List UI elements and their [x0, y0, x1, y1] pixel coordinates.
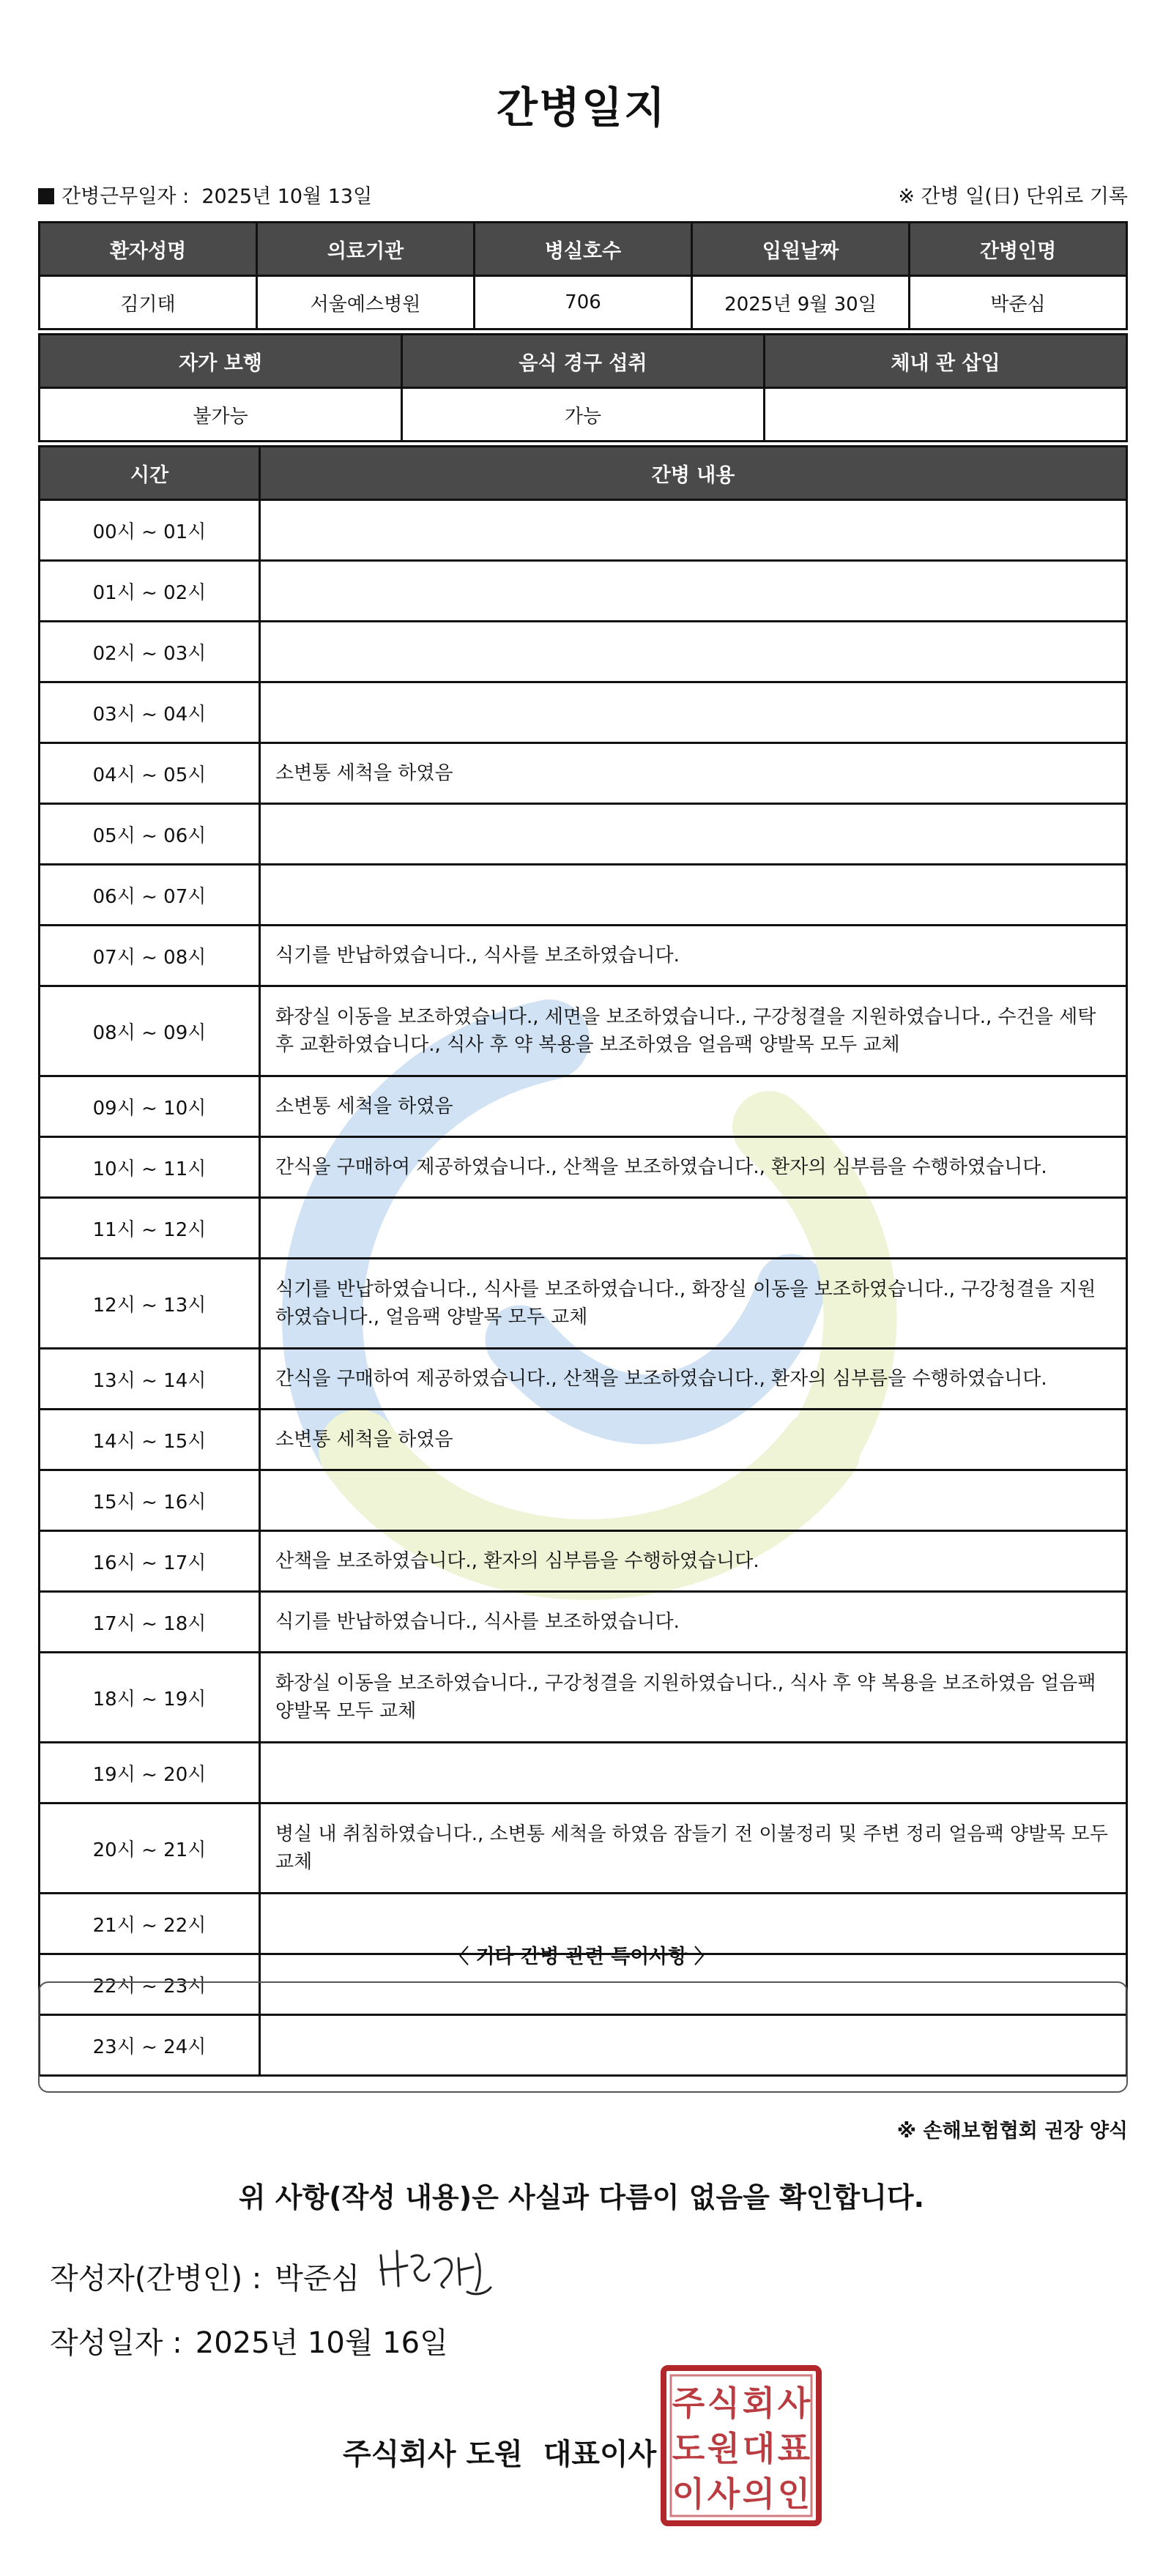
log-time: 16시 ~ 17시	[40, 1531, 260, 1592]
log-row	[40, 743, 1127, 804]
header-tube: 체내 관 삽입	[765, 335, 1127, 388]
log-time: 02시 ~ 03시	[40, 622, 260, 682]
log-row	[40, 926, 1127, 986]
remarks-box	[38, 1981, 1128, 2093]
log-time: 20시 ~ 21시	[40, 1803, 260, 1894]
walking-status: 불가능	[40, 388, 402, 442]
log-row	[40, 1531, 1127, 1592]
log-time: 07시 ~ 08시	[40, 926, 260, 986]
care-log-table	[38, 445, 1128, 2077]
log-time: 06시 ~ 07시	[40, 865, 260, 926]
log-row	[40, 1410, 1127, 1470]
record-unit-note: ※ 간병 일(日) 단위로 기록	[898, 185, 1128, 208]
writer-row	[50, 2255, 360, 2297]
log-content	[260, 682, 1127, 743]
patient-header-row	[40, 223, 1127, 276]
page-title: 간병일지	[496, 83, 667, 133]
work-date-label: 간병근무일자 :	[62, 185, 190, 208]
patient-info-table	[38, 221, 1128, 330]
log-time: 04시 ~ 05시	[40, 743, 260, 804]
log-time: 10시 ~ 11시	[40, 1137, 260, 1198]
log-time: 12시 ~ 13시	[40, 1259, 260, 1349]
header-institution: 의료기관	[257, 223, 475, 276]
log-content	[260, 500, 1127, 561]
tube-status	[765, 388, 1127, 442]
header-time: 시간	[40, 447, 260, 500]
header-walking: 자가 보행	[40, 335, 402, 388]
header-oral-intake: 음식 경구 섭취	[402, 335, 765, 388]
log-time: 21시 ~ 22시	[40, 1894, 260, 1954]
log-content: 소변통 세척을 하였음	[260, 1410, 1127, 1470]
log-content	[260, 865, 1127, 926]
log-time: 08시 ~ 09시	[40, 986, 260, 1076]
log-row	[40, 1743, 1127, 1803]
svg-text:의: 의	[742, 2474, 776, 2514]
log-content: 간식을 구매하여 제공하였습니다., 산책을 보조하였습니다., 환자의 심부름을 수행하였습니다.	[260, 1349, 1127, 1410]
institution: 서울예스병원	[257, 276, 475, 330]
written-date: 2025년 10월 16일	[195, 2326, 448, 2360]
log-row	[40, 1349, 1127, 1410]
status-value-row	[40, 388, 1127, 442]
log-row	[40, 1803, 1127, 1894]
header-care-content: 간병 내용	[260, 447, 1127, 500]
log-time: 19시 ~ 20시	[40, 1743, 260, 1803]
header-patient-name: 환자성명	[40, 223, 257, 276]
patient-value-row	[40, 276, 1127, 330]
svg-text:사: 사	[707, 2474, 740, 2514]
header-admission-date: 입원날짜	[692, 223, 910, 276]
log-content	[260, 622, 1127, 682]
log-row	[40, 682, 1127, 743]
representative-title: 대표이사	[543, 2438, 657, 2471]
log-content: 소변통 세척을 하였음	[260, 743, 1127, 804]
log-content	[260, 804, 1127, 865]
log-row	[40, 1259, 1127, 1349]
log-time: 13시 ~ 14시	[40, 1349, 260, 1410]
company-name: 주식회사 도원	[343, 2438, 523, 2471]
company-seal-stamp	[659, 2364, 823, 2528]
svg-text:인: 인	[777, 2474, 811, 2514]
status-header-row	[40, 335, 1127, 388]
writer-label: 작성자(간병인) :	[50, 2262, 262, 2296]
log-row	[40, 500, 1127, 561]
header-caregiver: 간병인명	[910, 223, 1127, 276]
recommended-form-note: ※ 손해보험협회 권장 양식	[896, 2120, 1128, 2143]
log-time: 09시 ~ 10시	[40, 1076, 260, 1137]
log-row	[40, 1470, 1127, 1531]
log-content: 소변통 세척을 하였음	[260, 1076, 1127, 1137]
log-row	[40, 986, 1127, 1076]
log-content: 식기를 반납하였습니다., 식사를 보조하였습니다.	[260, 1592, 1127, 1653]
log-time: 18시 ~ 19시	[40, 1653, 260, 1743]
caregiver-name: 박준심	[910, 276, 1127, 330]
log-row	[40, 804, 1127, 865]
patient-name: 김기태	[40, 276, 257, 330]
admission-date: 2025년 9월 30일	[692, 276, 910, 330]
log-row	[40, 1592, 1127, 1653]
log-header-row	[40, 447, 1127, 500]
written-date-row	[50, 2320, 448, 2361]
log-content	[260, 1743, 1127, 1803]
log-content	[260, 1470, 1127, 1531]
log-content: 산책을 보조하였습니다., 환자의 심부름을 수행하였습니다.	[260, 1531, 1127, 1592]
log-time: 05시 ~ 06시	[40, 804, 260, 865]
log-row	[40, 561, 1127, 622]
log-time: 03시 ~ 04시	[40, 682, 260, 743]
log-row	[40, 1137, 1127, 1198]
svg-text:대: 대	[742, 2429, 776, 2468]
written-date-label: 작성일자 :	[50, 2326, 182, 2360]
log-row	[40, 865, 1127, 926]
log-time: 22시 ~ 23시	[40, 1954, 260, 2015]
svg-text:표: 표	[777, 2429, 811, 2468]
log-time: 17시 ~ 18시	[40, 1592, 260, 1653]
log-time: 00시 ~ 01시	[40, 500, 260, 561]
company-row	[343, 2431, 656, 2473]
log-time: 14시 ~ 15시	[40, 1410, 260, 1470]
patient-status-table	[38, 333, 1128, 442]
square-bullet-icon	[38, 188, 54, 204]
log-row	[40, 1076, 1127, 1137]
log-row	[40, 622, 1127, 682]
handwritten-signature	[374, 2241, 498, 2307]
log-row	[40, 1653, 1127, 1743]
oral-intake-status: 가능	[402, 388, 765, 442]
log-row	[40, 1198, 1127, 1259]
log-time: 11시 ~ 12시	[40, 1198, 260, 1259]
svg-text:사: 사	[777, 2383, 811, 2423]
writer-name: 박준심	[275, 2262, 360, 2296]
log-time: 15시 ~ 16시	[40, 1470, 260, 1531]
work-date-row	[38, 180, 372, 209]
svg-text:주: 주	[672, 2383, 705, 2423]
log-time: 23시 ~ 24시	[40, 2015, 260, 2076]
log-body	[40, 500, 1127, 2076]
log-time: 01시 ~ 02시	[40, 561, 260, 622]
log-content: 화장실 이동을 보조하였습니다., 세면을 보조하였습니다., 구강청결을 지원하였습니다., 수건을 세탁 후 교환하였습니다., 식사 후 약 복용을 보조하였음 얼음팩 양발목 모두 교체	[260, 986, 1127, 1076]
svg-text:도: 도	[672, 2429, 705, 2468]
log-content: 화장실 이동을 보조하였습니다., 구강청결을 지원하였습니다., 식사 후 약 복용을 보조하였음 얼음팩 양발목 모두 교체	[260, 1653, 1127, 1743]
room-number: 706	[475, 276, 692, 330]
svg-text:이: 이	[672, 2474, 705, 2514]
header-room: 병실호수	[475, 223, 692, 276]
work-date-value: 2025년 10월 13일	[201, 185, 373, 208]
log-content: 간식을 구매하여 제공하였습니다., 산책을 보조하였습니다., 환자의 심부름을 수행하였습니다.	[260, 1137, 1127, 1198]
confirmation-statement: 위 사항(작성 내용)은 사실과 다름이 없음을 확인합니다.	[238, 2181, 925, 2214]
log-content	[260, 1198, 1127, 1259]
log-content: 식기를 반납하였습니다., 식사를 보조하였습니다.	[260, 926, 1127, 986]
svg-text:식: 식	[707, 2383, 740, 2423]
remarks-label: 〈 기타 간병 관련 특이사항 〉	[449, 1946, 714, 1968]
svg-text:원: 원	[707, 2429, 740, 2468]
log-content: 식기를 반납하였습니다., 식사를 보조하였습니다., 화장실 이동을 보조하였습니다., 구강청결을 지원하였습니다., 얼음팩 양발목 모두 교체	[260, 1259, 1127, 1349]
log-content: 병실 내 취침하였습니다., 소변통 세척을 하였음 잠들기 전 이불정리 및 주변 정리 얼음팩 양발목 모두 교체	[260, 1803, 1127, 1894]
log-content	[260, 561, 1127, 622]
svg-text:회: 회	[742, 2383, 776, 2423]
